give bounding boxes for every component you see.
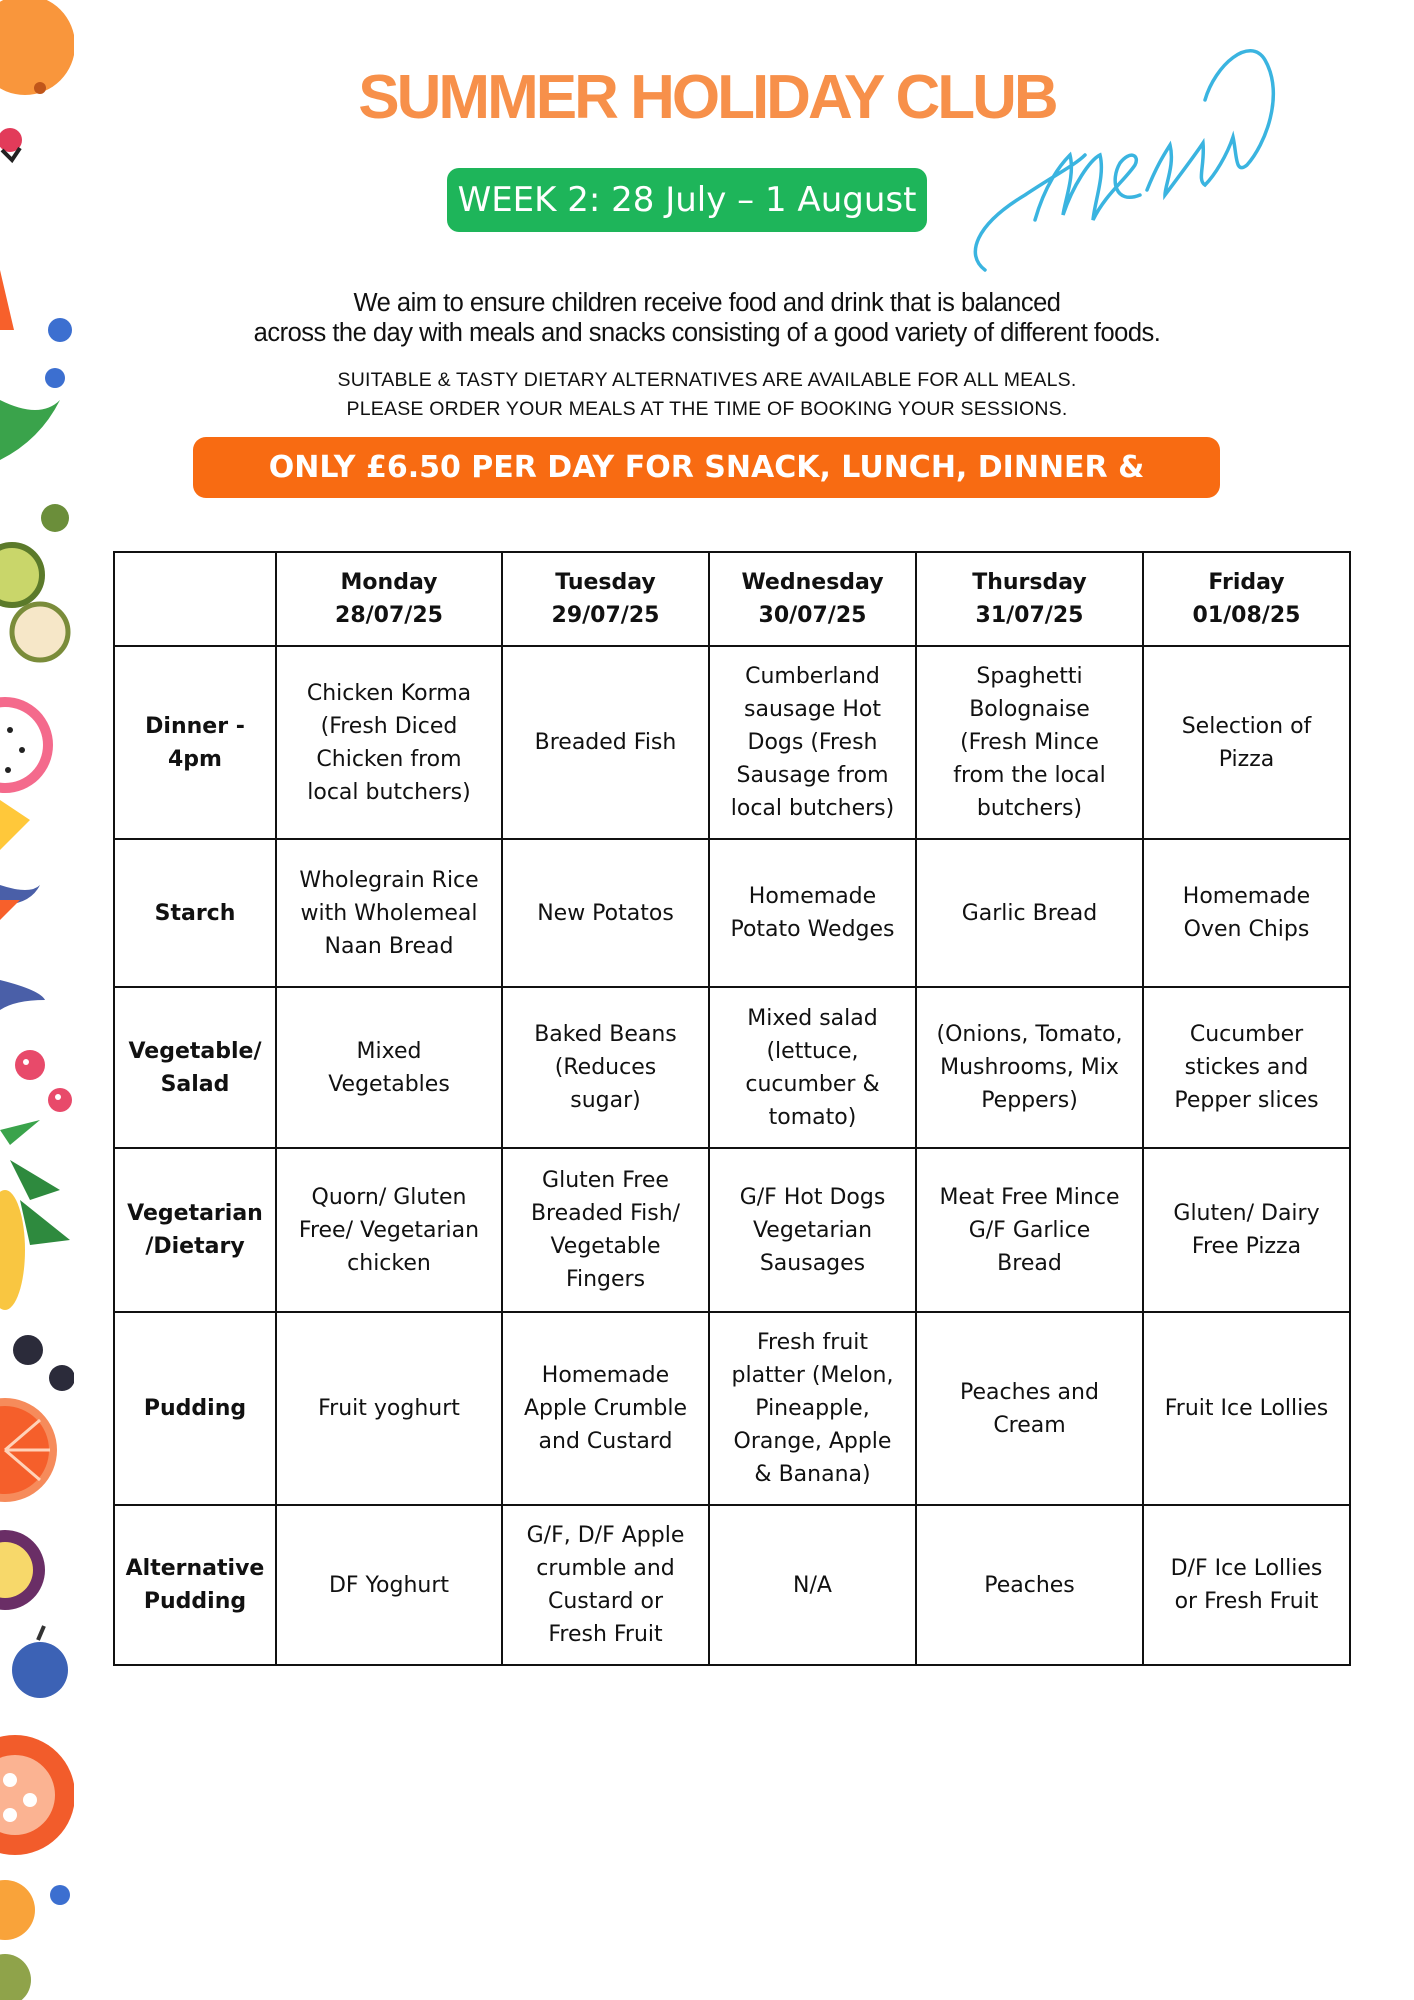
pineapple-icon (0, 1120, 70, 1310)
menu-cell: Gluten/ Dairy Free Pizza (1143, 1148, 1350, 1312)
menu-cell: Homemade Apple Crumble and Custard (502, 1312, 709, 1505)
table-row (114, 987, 1350, 1148)
menu-cell: Fruit Ice Lollies (1143, 1312, 1350, 1505)
day-name: Monday (340, 570, 438, 595)
menu-cell: Gluten Free Breaded Fish/ Vegetable Fingers (502, 1148, 709, 1312)
notice-line: SUITABLE & TASTY DIETARY ALTERNATIVES ARE AVAILABLE FOR ALL MEALS. (337, 369, 1077, 391)
kiwi-icon (0, 400, 69, 660)
day-name: Thursday (972, 570, 1087, 595)
day-name: Friday (1208, 570, 1285, 595)
plum-icon (12, 1626, 68, 1698)
plum-icon (0, 885, 45, 1010)
intro-line: across the day with meals and snacks consisting of a good variety of different foods. (253, 319, 1161, 347)
menu-cell: Peaches (916, 1505, 1143, 1665)
menu-cell: Cucumber stickes and Pepper slices (1143, 987, 1350, 1148)
blackberry-icon (13, 1335, 74, 1391)
menu-cell: New Potatos (502, 839, 709, 987)
fruit-border-decoration (0, 0, 74, 2000)
day-header (276, 552, 502, 646)
day-header (916, 552, 1143, 646)
menu-cell: G/F, D/F Apple crumble and Custard or Fresh Fruit (502, 1505, 709, 1665)
dragonfruit-icon (0, 697, 53, 850)
orange-icon (0, 0, 74, 95)
row-label: Alternative Pudding (114, 1505, 276, 1665)
script-menu-lettering (965, 15, 1285, 285)
raspberry-icon (0, 128, 22, 160)
menu-cell: Peaches and Cream (916, 1312, 1143, 1505)
papaya-icon (0, 1735, 74, 1905)
menu-cell: (Onions, Tomato, Mushrooms, Mix Peppers) (916, 987, 1143, 1148)
day-name: Wednesday (741, 570, 884, 595)
row-label: Starch (114, 839, 276, 987)
menu-table (113, 551, 1351, 1666)
menu-cell: Spaghetti Bolognaise (Fresh Mince from the local butchers) (916, 646, 1143, 839)
menu-cell: Garlic Bread (916, 839, 1143, 987)
row-label: Dinner - 4pm (114, 646, 276, 839)
menu-cell: Breaded Fish (502, 646, 709, 839)
menu-cell: Fresh fruit platter (Melon, Pineapple, Orange, Apple & Banana) (709, 1312, 916, 1505)
week-badge: WEEK 2: 28 July – 1 August (447, 168, 927, 232)
menu-cell: Cumberland sausage Hot Dogs (Fresh Sausage from local butchers) (709, 646, 916, 839)
table-header-row (114, 552, 1350, 646)
day-header (502, 552, 709, 646)
day-date: 29/07/25 (551, 603, 660, 628)
price-banner: ONLY £6.50 PER DAY FOR SNACK, LUNCH, DINNER & PUDDING (193, 437, 1220, 498)
notice-line: PLEASE ORDER YOUR MEALS AT THE TIME OF BOOKING YOUR SESSIONS. (346, 398, 1068, 420)
intro-text (150, 288, 1264, 348)
menu-cell: Mixed salad (lettuce, cucumber & tomato) (709, 987, 916, 1148)
grapefruit-icon (0, 1398, 57, 1502)
corner-cell (114, 552, 276, 646)
page-title: SUMMER HOLIDAY CLUB (358, 63, 1056, 132)
intro-line: We aim to ensure children receive food and drink that is balanced (353, 289, 1061, 317)
menu-cell: Mixed Vegetables (276, 987, 502, 1148)
day-date: 30/07/25 (758, 603, 867, 628)
blueberry-icon (45, 318, 72, 388)
table-row (114, 839, 1350, 987)
menu-cell: Homemade Potato Wedges (709, 839, 916, 987)
menu-cell: Baked Beans (Reduces sugar) (502, 987, 709, 1148)
menu-cell: Wholegrain Rice with Wholemeal Naan Bread (276, 839, 502, 987)
table-row (114, 1505, 1350, 1665)
table-row (114, 1312, 1350, 1505)
menu-cell: Quorn/ Gluten Free/ Vegetarian chicken (276, 1148, 502, 1312)
kiwi-icon (0, 1880, 35, 2000)
watermelon-icon (0, 270, 14, 330)
row-label: Vegetarian /Dietary (114, 1148, 276, 1312)
row-label: Vegetable/ Salad (114, 987, 276, 1148)
day-header (1143, 552, 1350, 646)
row-label: Pudding (114, 1312, 276, 1505)
menu-cell: G/F Hot Dogs Vegetarian Sausages (709, 1148, 916, 1312)
menu-cell: Meat Free Mince G/F Garlice Bread (916, 1148, 1143, 1312)
menu-cell: D/F Ice Lollies or Fresh Fruit (1143, 1505, 1350, 1665)
raspberry-icon (15, 1050, 72, 1112)
menu-cell: N/A (709, 1505, 916, 1665)
menu-cell: Fruit yoghurt (276, 1312, 502, 1505)
passionfruit-icon (0, 1530, 45, 1610)
day-date: 31/07/25 (975, 603, 1084, 628)
dietary-notice (150, 366, 1264, 424)
table-row (114, 1148, 1350, 1312)
menu-cell: Selection of Pizza (1143, 646, 1350, 839)
day-date: 01/08/25 (1192, 603, 1301, 628)
day-date: 28/07/25 (335, 603, 443, 628)
day-header (709, 552, 916, 646)
menu-cell: Homemade Oven Chips (1143, 839, 1350, 987)
day-name: Tuesday (555, 570, 656, 595)
menu-cell: Chicken Korma (Fresh Diced Chicken from local butchers) (276, 646, 502, 839)
menu-cell: DF Yoghurt (276, 1505, 502, 1665)
table-row (114, 646, 1350, 839)
